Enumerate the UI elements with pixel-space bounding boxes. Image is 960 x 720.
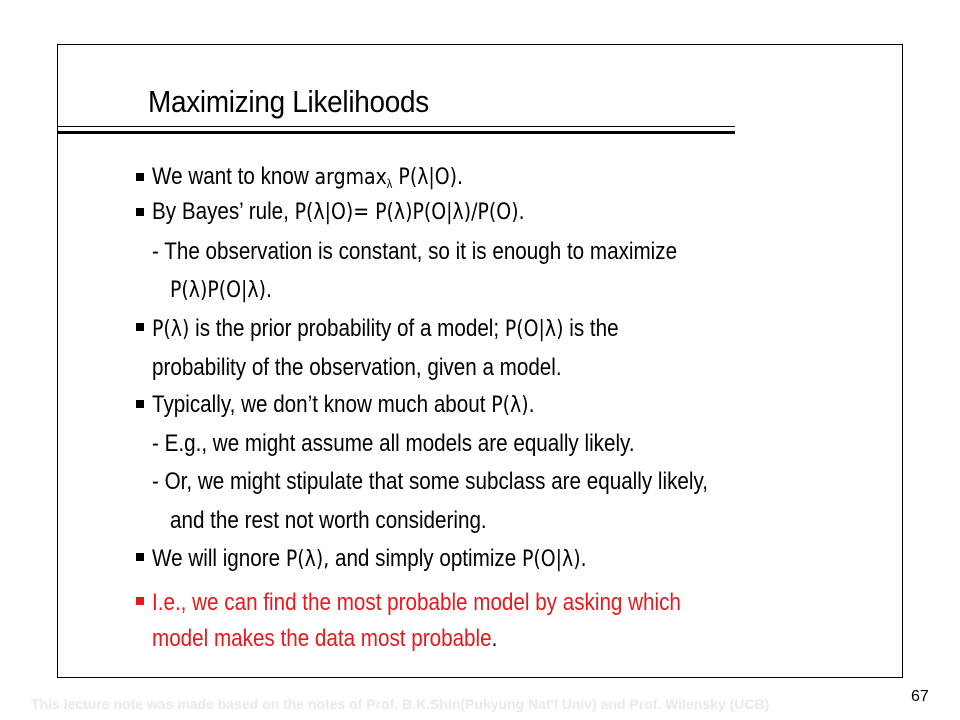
math-argmax: argmax [314,165,387,190]
text: is the prior probability of a model; [189,315,505,342]
text: We will ignore [152,545,286,572]
bullet-square-icon [136,208,144,216]
footer-note: This lecture note was made based on the notes of Prof. B.K.Shin(Pukyung Nat'l Univ) and Prof. Wilensky (UCB) [31,696,770,712]
bullet-bayes-rule [152,197,525,228]
bullet-conclusion-continuation [152,624,497,654]
text: We want to know [152,163,315,190]
bullet-square-icon [136,173,144,181]
sub-point-subclass: - Or, we might stipulate that some subclass are equally likely, [152,468,708,495]
math-expression: P(O|λ) [504,317,564,342]
sub-point-observation: - The observation is constant, so it is enough to maximize [152,238,678,265]
math-expression: P(λ), [285,547,330,572]
text: and simply optimize [329,545,522,572]
title-rule-thick [57,131,735,134]
math-expression: P(λ). [491,393,535,418]
bullet-typically [152,390,535,421]
text: is the [563,315,619,342]
bullet-square-icon [136,553,144,561]
title-rule-thin [57,126,735,127]
sub-point-continuation: and the rest not worth considering. [170,507,487,534]
bullet-conclusion: I.e., we can find the most probable model by asking which [152,589,681,616]
text: Typically, we don’t know much about [152,391,492,418]
text: . [491,625,498,652]
text: model makes the data most probable [152,625,492,652]
bullet-square-icon [136,323,144,331]
page-number: 67 [911,688,929,705]
math-expression: P(O|λ). [521,547,587,572]
bullet-square-icon [136,400,144,408]
math-expression: P(λ)P(O|λ). [170,278,273,303]
text: By Bayes’ rule, [152,198,295,225]
math-expression: P(λ|O). [392,165,464,190]
bullet-prior [152,314,619,345]
bullet-prior-continuation: probability of the observation, given a model. [152,354,562,381]
math-subscript: λ [386,176,393,191]
bullet-argmax [152,162,463,199]
bullet-square-icon [136,597,144,605]
slide-title: Maximizing Likelihoods [148,84,429,119]
math-expression: P(λ) [152,317,190,342]
sub-point-equally-likely: - E.g., we might assume all models are equally likely. [152,430,635,457]
math-expression: P(λ|O)= P(λ)P(O|λ)/P(O). [294,200,525,225]
bullet-ignore-prior [152,544,587,575]
